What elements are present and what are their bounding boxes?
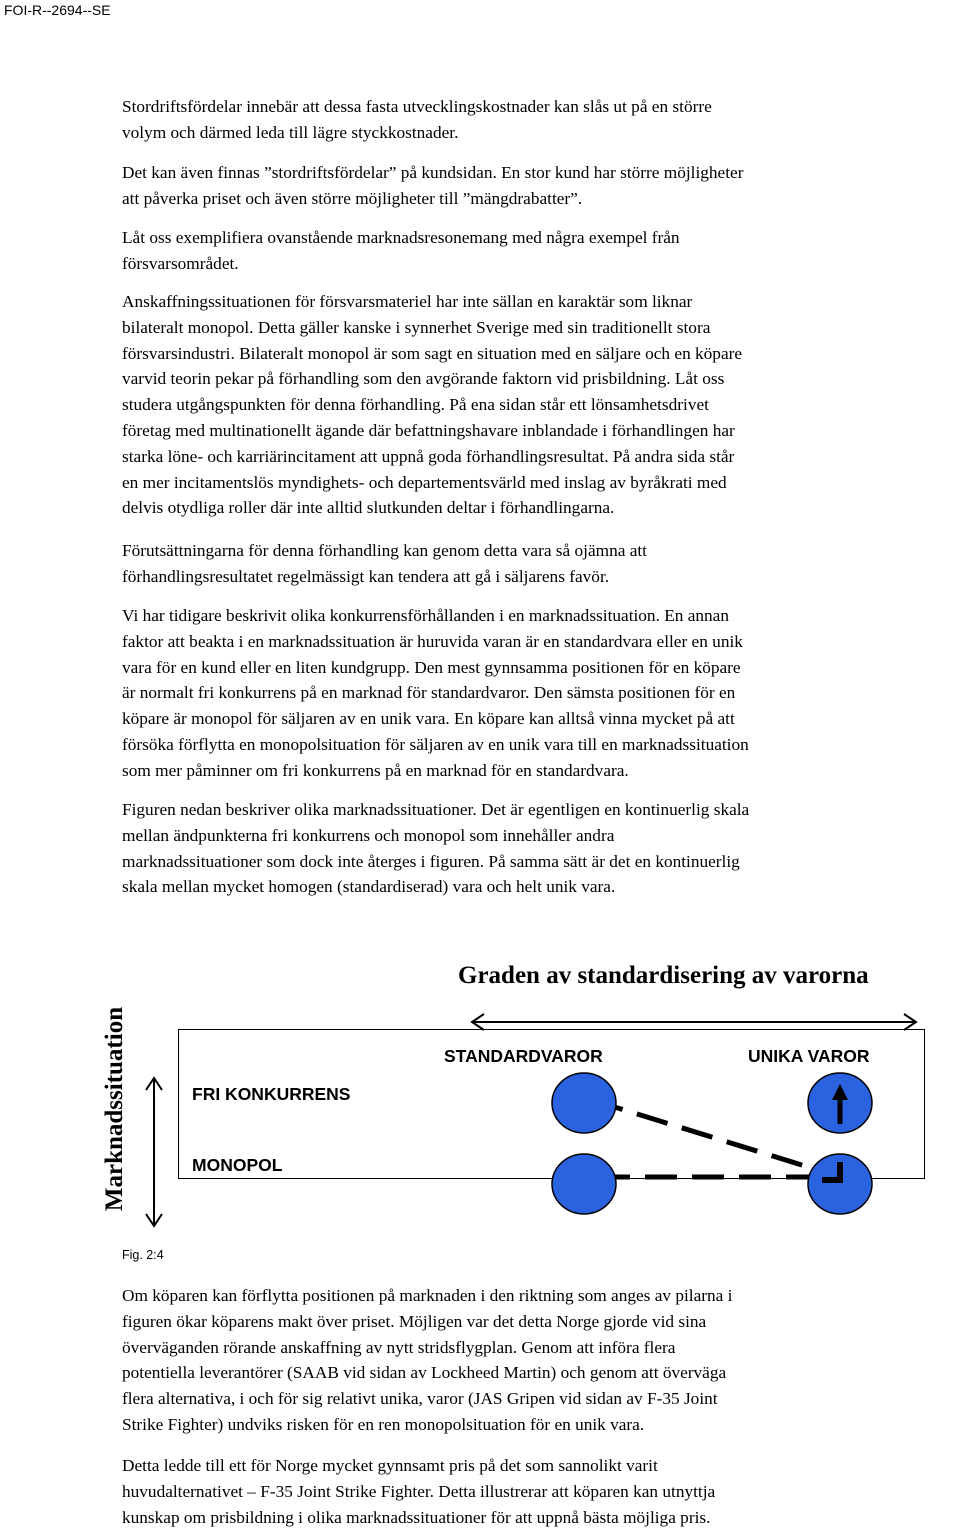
paragraph-line: volym och därmed leda till lägre styckkostnader. [122,122,459,142]
paragraph-line: huvudalternativet – F-35 Joint Strike Fighter. Detta illustrerar att köparen kan utnyttja [122,1481,716,1501]
dashed-arrow-diagonal [592,1100,818,1170]
market-situation-figure [0,940,960,1240]
paragraph-line: Vi har tidigare beskrivit olika konkurrensförhållanden i en marknadssituation. En annan [122,606,729,625]
row-label-free-competition: FRI KONKURRENS [192,1084,351,1104]
paragraph [122,94,952,146]
figure-graphics [0,940,960,1240]
paragraph-line: Låt oss exemplifiera ovanstående marknadsresonemang med några exempel från [122,228,680,247]
paragraph-line: en mer incitamentslös myndighets- och departementsvärld med inslag av byråkrati med [122,472,727,492]
paragraph [122,538,952,590]
paragraph-line: är normalt fri konkurrens på en marknad för standardvaror. Den sämsta positionen för en [122,683,736,703]
circle-free-standard [552,1073,616,1133]
paragraph-line: försvarsindustri. Bilateralt monopol är som sagt en situation med en säljare och en köpare [122,343,743,363]
paragraph-line: potentiella leverantörer (SAAB vid sidan av Lockheed Martin) och genom att överväga [122,1363,727,1383]
paragraph-line: varvid teorin pekar på förhandling som den avgörande faktorn vid prisbildning. Låt oss [122,369,725,389]
paragraph-line: starka löne- och karriärincitament att uppnå goda förhandlingsresultat. På andra sida står [122,446,735,466]
paragraph-line: företag med multinationellt ägande där befattningshavare inblandade i förhandlingen har [122,420,735,440]
paragraph-line: Strike Fighter) undviks risken för en ren monopolsituation för en unik vara. [122,1414,645,1434]
paragraph [122,1453,952,1530]
paragraph-line: försvarsområdet. [122,253,239,273]
paragraph [122,289,952,521]
paragraph-line: skala mellan mycket homogen (standardiserad) vara och helt unik vara. [122,877,616,897]
vertical-double-arrow [146,1078,162,1226]
paragraph-line: vara för en kund eller en liten kundgrupp. Den mest gynnsamma positionen för en köpare [122,657,741,677]
paragraph [122,1283,952,1438]
paragraph-line: faktor att beakta i en marknadssituation är huruvida varan är en standardvara eller en unik [122,631,743,651]
paragraph-line: figuren ökar köparens makt över priset. Möjligen var det detta Norge gjorde vid sina [122,1311,707,1331]
paragraph-line: delvis otydliga roller där inte alltid slutkunden deltar i förhandlingarna. [122,498,615,518]
document-id: FOI-R--2694--SE [4,2,111,18]
paragraph-line: mellan ändpunkterna fri konkurrens och monopol som innehåller andra [122,825,615,845]
paragraph-line: studera utgångspunkten för denna förhandling. På ena sidan står ett lönsamhetsdrivet [122,395,709,415]
paragraph-line: överväganden rörande anskaffning av nytt stridsflygplan. Genom att införa flera [122,1337,676,1357]
paragraph-line: Figuren nedan beskriver olika marknadssituationer. Det är egentligen en kontinuerlig skala [122,800,750,819]
paragraph [122,797,952,900]
paragraph-line: förhandlingsresultatet regelmässigt kan tendera att gå i säljarens favör. [122,566,610,586]
paragraph-line: marknadssituationer som dock inte återges i figuren. På samma sätt är det en kontinuerlig [122,851,740,871]
row-label-monopoly: MONOPOL [192,1155,283,1175]
paragraph-line: köpare är monopol för säljaren av en unik vara. En köpare kan alltså vinna mycket på att [122,709,735,729]
column-label-standard: STANDARDVAROR [444,1046,603,1066]
paragraph-line: Förutsättningarna för denna förhandling kan genom detta vara så ojämna att [122,541,647,560]
paragraph [122,603,952,784]
paragraph-line: Detta ledde till ett för Norge mycket gynnsamt pris på det som sannolikt varit [122,1456,658,1475]
paragraph-line: Anskaffningssituationen för försvarsmateriel har inte sällan en karaktär som liknar [122,292,693,311]
paragraph-line: bilateralt monopol. Detta gäller kanske i synnerhet Sverige med sin traditionellt stora [122,317,711,337]
vertical-axis-label-text: Marknadssituation [101,1006,128,1211]
paragraph-line: att påverka priset och även större möjligheter till ”mängdrabatter”. [122,188,583,208]
paragraph-line: försöka förflytta en monopolsituation för säljaren av en unik vara till en marknadssituation [122,734,749,754]
horizontal-double-arrow [472,1014,916,1030]
paragraph-line: flera alternativa, i och för sig relativt unika, varor (JAS Gripen vid sidan av F-35 Joint [122,1389,718,1409]
paragraph [122,225,952,277]
paragraph [122,160,952,212]
paragraph-line: Det kan även finnas ”stordriftsfördelar” på kundsidan. En stor kund har större möjligheter [122,163,744,182]
paragraph-line: Stordriftsfördelar innebär att dessa fasta utvecklingskostnader kan slås ut på en större [122,97,712,116]
circle-monopoly-standard [552,1154,616,1214]
paragraph-line: Om köparen kan förflytta positionen på marknaden i den riktning som anges av pilarna i [122,1286,733,1305]
column-label-unique: UNIKA VAROR [748,1046,870,1066]
figure-caption: Fig. 2:4 [122,1248,164,1262]
paragraph-line: kunskap om prisbildning i olika marknadssituationer för att uppnå bästa möjliga pris. [122,1507,711,1527]
paragraph-line: som mer påminner om fri konkurrens på en marknad för en standardvara. [122,760,629,780]
figure-title: Graden av standardisering av varorna [458,962,869,989]
